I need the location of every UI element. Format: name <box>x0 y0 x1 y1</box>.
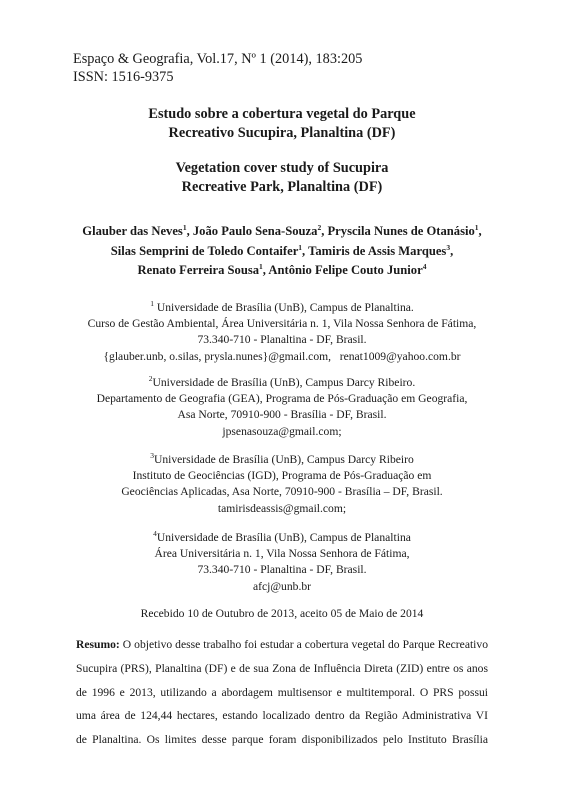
journal-citation: Espaço & Geografia, Vol.17, Nº 1 (2014), 183:205 <box>73 51 363 67</box>
abstract-line: de 1996 e 2013, utilizando a abordagem multisensor e multitemporal. O PRS possui <box>76 685 488 699</box>
affiliation-line: Universidade de Brasília (UnB), Campus Darcy Ribeiro <box>153 453 414 466</box>
author-name: Antônio Felipe Couto Junior <box>268 263 423 277</box>
received-date: Recebido 10 de Outubro de 2013, aceito 05 de Maio de 2014 <box>140 607 424 620</box>
title-pt-line1: Estudo sobre a cobertura vegetal do Parque <box>148 106 416 122</box>
affiliation-line: Área Universitária n. 1, Vila Nossa Senhora de Fátima, <box>154 547 410 561</box>
author-affiliation-mark: 1 <box>474 222 479 232</box>
affiliation-line: Geociências Aplicadas, Asa Norte, 70910-900 - Brasília – DF, Brasil. <box>121 485 443 499</box>
title-english <box>0 159 564 197</box>
title-pt-line2: Recreativo Sucupira, Planaltina (DF) <box>168 125 396 141</box>
affiliation-email[interactable]: afcj@unb.br <box>253 579 311 593</box>
abstract-line: Sucupira (PRS), Planaltina (DF) e de sua Zona de Influência Direta (ZID) entre os anos <box>76 661 488 675</box>
abstract-line: de Planaltina. Os limites desse parque foram disponibilizados pelo Instituto Brasília <box>76 733 488 747</box>
affiliation-line: Instituto de Geociências (IGD), Programa de Pós-Graduação em <box>132 469 432 483</box>
journal-header <box>73 50 362 86</box>
affiliation-line: Universidade de Brasília (UnB), Campus de Planaltina <box>156 531 411 544</box>
affiliation-line: Universidade de Brasília (UnB), Campus de Planaltina. <box>156 301 414 314</box>
affiliation-line: 73.340-710 - Planaltina - DF, Brasil. <box>197 333 367 347</box>
affiliation-line: Asa Norte, 70910-900 - Brasília - DF, Brasil. <box>177 408 387 422</box>
abstract-label: Resumo: <box>76 638 120 651</box>
author-name: Silas Semprini de Toledo Contaifer <box>110 243 299 258</box>
author-affiliation-mark: 4 <box>422 261 427 271</box>
journal-issn: ISSN: 1516-9375 <box>73 69 174 85</box>
affiliation-4 <box>0 530 564 595</box>
affiliation-1 <box>0 300 564 365</box>
author-line: Silas Semprini de Toledo Contaifer$^1$, Tamiris de Assis Marques$^3$, <box>110 242 454 258</box>
affiliation-line: 73.340-710 - Planaltina - DF, Brasil. <box>197 563 367 577</box>
author-name: Tamiris de Assis Marques <box>308 243 447 258</box>
author-list <box>0 222 564 281</box>
title-portuguese <box>0 105 564 143</box>
author-name: Pryscila Nunes de Otanásio <box>327 224 475 238</box>
abstract-text: O objetivo desse trabalho foi estudar a cobertura vegetal do Parque Recreativo <box>119 638 488 651</box>
abstract <box>76 633 488 752</box>
affiliation-3 <box>0 452 564 517</box>
author-affiliation-mark: 1 <box>298 242 303 252</box>
affiliation-email[interactable]: {glauber.unb, o.silas, prysla.nunes}@gmail.com, renat1009@yahoo.com.br <box>103 349 461 363</box>
author-affiliation-mark: 1 <box>182 222 187 232</box>
author-line: Glauber das Neves$^1$, João Paulo Sena-Souza$^2$, Pryscila Nunes de Otanásio$^1$, <box>82 222 482 238</box>
affiliation-mark: 1 <box>150 299 154 309</box>
affiliation-line: Departamento de Geografia (GEA), Programa de Pós-Graduação em Geografia, <box>96 392 468 406</box>
affiliation-mark: 3 <box>150 451 154 461</box>
affiliation-email[interactable]: tamirisdeassis@gmail.com; <box>217 501 347 515</box>
author-line: Renato Ferreira Sousa$^1$, Antônio Felipe Couto Junior$^4$ <box>137 261 427 277</box>
author-name: Renato Ferreira Sousa <box>137 263 260 277</box>
affiliation-mark: 4 <box>153 529 157 539</box>
affiliation-line: Universidade de Brasília (UnB), Campus Darcy Ribeiro. <box>152 376 416 389</box>
author-name: João Paulo Sena-Souza <box>192 224 318 238</box>
abstract-line: uma área de 124,44 hectares, estando localizado dentro da Região Administrativa VI <box>76 709 488 723</box>
author-affiliation-mark: 3 <box>446 242 451 252</box>
affiliation-2 <box>0 375 564 440</box>
affiliation-mark: 2 <box>148 374 153 384</box>
title-en-line1: Vegetation cover study of Sucupira <box>175 160 389 176</box>
title-en-line2: Recreative Park, Planaltina (DF) <box>181 179 383 195</box>
affiliation-line: Curso de Gestão Ambiental, Área Universitária n. 1, Vila Nossa Senhora de Fátima, <box>87 317 477 331</box>
author-name: Glauber das Neves <box>82 224 183 238</box>
author-affiliation-mark: 2 <box>317 222 322 232</box>
abstract-line <box>76 633 488 657</box>
author-affiliation-mark: 1 <box>259 261 263 271</box>
affiliation-email[interactable]: jpsenasouza@gmail.com; <box>222 424 342 438</box>
